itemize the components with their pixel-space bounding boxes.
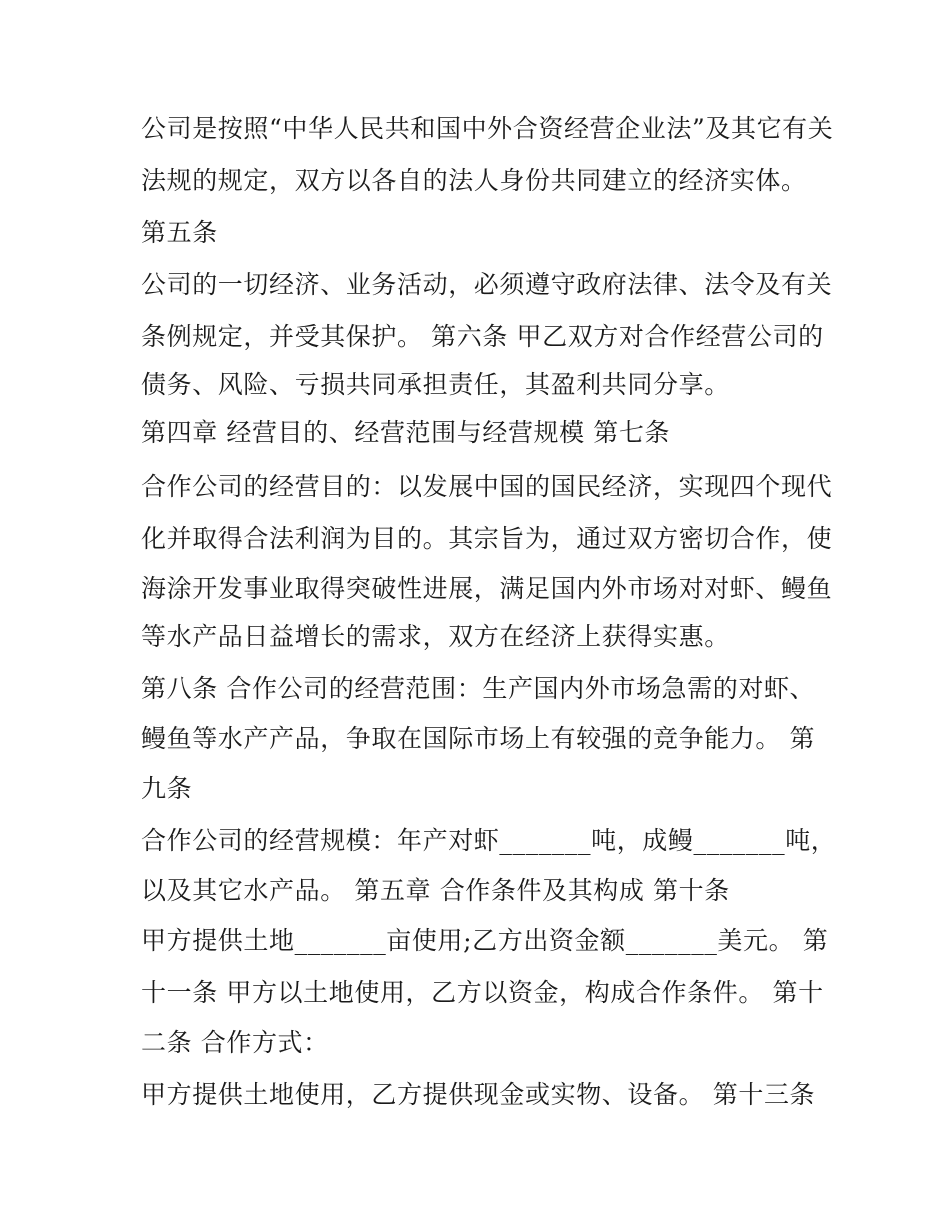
text-line: 条例规定，并受其保护。 第六条 甲乙双方对合作经营公司的 — [141, 322, 824, 351]
text-line: 公司是按照“中华人民共和国中外合资经营企业法”及其它有关 — [141, 114, 834, 143]
article-heading: 第五条 — [141, 218, 218, 247]
text-line: 甲方提供土地_______亩使用;乙方出资金额_______美元。 第 — [141, 926, 829, 955]
text-line: 第八条 合作公司的经营范围：生产国内外市场急需的对虾、 — [141, 674, 816, 703]
text-line: 公司的一切经济、业务活动，必须遵守政府法律、法令及有关 — [141, 270, 833, 299]
text-line: 化并取得合法利润为目的。其宗旨为，通过双方密切合作，使 — [141, 524, 833, 553]
article-heading: 九条 — [141, 774, 193, 803]
text-line: 法规的规定，双方以各自的法人身份共同建立的经济实体。 — [141, 166, 807, 195]
text-line: 合作公司的经营规模：年产对虾_______吨，成鳗_______吨， — [141, 826, 837, 855]
text-line: 等水产品日益增长的需求，双方在经济上获得实惠。 — [141, 622, 730, 651]
text-line: 海涂开发事业取得突破性进展，满足国内外市场对对虾、鳗鱼 — [141, 574, 833, 603]
text-line: 鳗鱼等水产产品，争取在国际市场上有较强的竞争能力。 第 — [141, 724, 816, 753]
text-line: 债务、风险、亏损共同承担责任，其盈利共同分享。 — [141, 370, 730, 399]
text-line: 甲方提供土地使用，乙方提供现金或实物、设备。 第十三条 — [141, 1080, 816, 1109]
chapter-heading: 第四章 经营目的、经营范围与经营规模 第七条 — [141, 418, 671, 447]
text-line: 合作公司的经营目的：以发展中国的国民经济，实现四个现代 — [141, 472, 833, 501]
text-line: 十一条 甲方以土地使用，乙方以资金，构成合作条件。 第十 — [141, 978, 824, 1007]
text-line: 二条 合作方式： — [141, 1028, 329, 1057]
text-line: 以及其它水产品。 第五章 合作条件及其构成 第十条 — [141, 876, 730, 905]
